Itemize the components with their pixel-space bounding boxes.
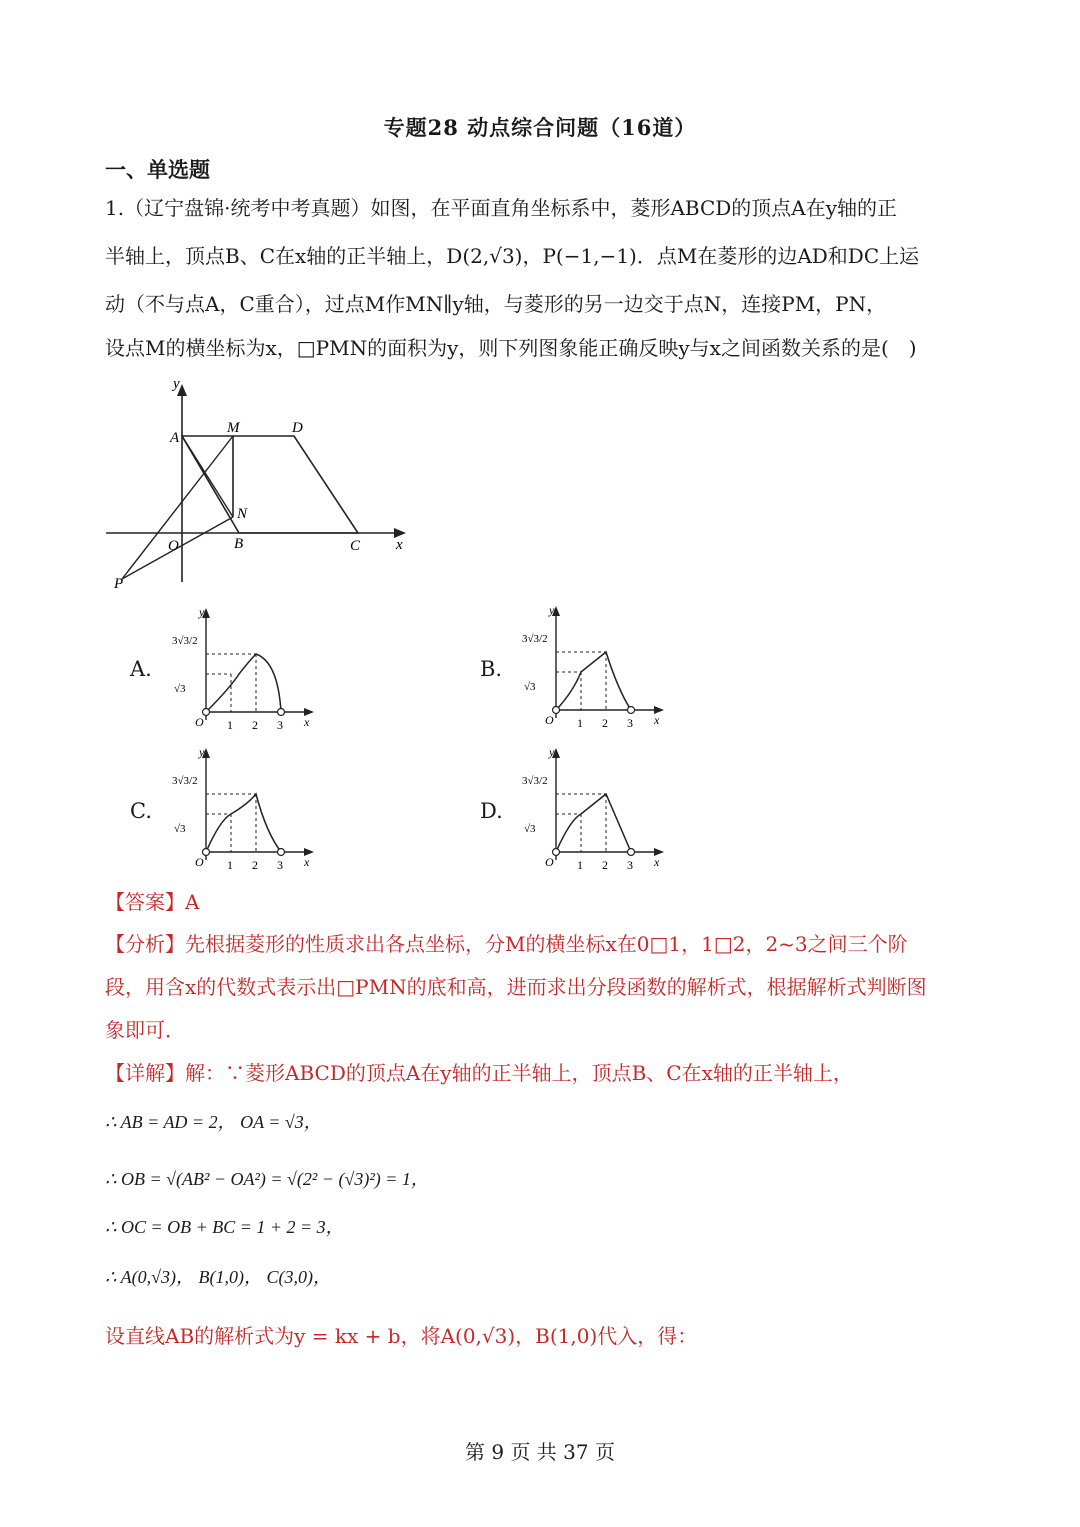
open-point-end (628, 707, 635, 714)
option-c-label: C. (130, 799, 152, 823)
detail-line: 【详解】解：∵菱形ABCD的顶点A在y轴的正半轴上，顶点B、C在x轴的正半轴上， (105, 1061, 853, 1085)
step-4: ∴ A(0,√3)， B(1,0)， C(3,0)， (105, 1267, 331, 1287)
graph-tick-x: 3 (627, 858, 633, 872)
graph-tick-top: 3√3/2 (522, 775, 548, 787)
option-a-graph (168, 602, 318, 737)
graph-tick-top: 3√3/2 (172, 635, 198, 647)
graph-tick-x: 3 (277, 858, 283, 872)
graph-label-x: x (304, 855, 310, 869)
graph-tick-top: 3√3/2 (522, 633, 548, 645)
rhombus-abcd (182, 436, 358, 533)
question-line-2: 半轴上，顶点B、C在x轴的正半轴上，D(2,√3)，P(−1,−1)．点M在菱形的边AD和DC上运 (105, 244, 920, 268)
graph-label-origin: O (195, 855, 204, 869)
segment-pm (122, 436, 233, 579)
graph-curve (206, 794, 281, 852)
analysis-line-1: 【分析】先根据菱形的性质求出各点坐标，分M的横坐标x在0□1，1□2，2~3之间三个阶 (105, 932, 908, 956)
open-point-end (628, 849, 635, 856)
question-line-4: 设点M的横坐标为x，□PMN的面积为y，则下列图象能正确反映y与x之间函数关系的是( ) (105, 336, 917, 360)
graph-label-y: y (199, 605, 205, 619)
graph-tick-x: 3 (277, 718, 283, 732)
graph-label-x: x (654, 713, 660, 727)
step-2: ∴ OB = √(AB² − OA²) = √(2² − (√3)²) = 1， (105, 1169, 429, 1189)
page-title: 专题28 动点综合问题（16道） (383, 115, 697, 140)
label-p: P (114, 576, 124, 592)
graph-tick-x: 3 (627, 716, 633, 730)
step-3: ∴ OC = OB + BC = 1 + 2 = 3， (105, 1217, 344, 1237)
analysis-line-3: 象即可． (105, 1018, 185, 1042)
option-d-label: D. (480, 799, 503, 823)
graph-curve (556, 794, 631, 852)
option-b-graph (518, 600, 668, 735)
rhombus-figure (100, 372, 420, 597)
graph-label-y: y (549, 745, 555, 759)
graph-tick-x: 1 (577, 716, 583, 730)
line-ab-setup: 设直线AB的解析式为y = kx + b，将A(0,√3)，B(1,0)代入，得： (105, 1324, 698, 1348)
graph-tick-x: 1 (227, 718, 233, 732)
graph-tick-x: 2 (252, 858, 258, 872)
graph-label-origin: O (195, 715, 204, 729)
analysis-line-2: 段，用含x的代数式表示出□PMN的底和高，进而求出分段函数的解析式，根据解析式判断图 (105, 975, 927, 999)
segment-an (182, 436, 233, 517)
label-o: O (168, 538, 179, 554)
graph-tick-x: 2 (252, 718, 258, 732)
question-line-3: 动（不与点A，C重合），过点M作MN∥y轴，与菱形的另一边交于点N，连接PM，PN， (105, 292, 887, 316)
graph-tick-x: 2 (602, 716, 608, 730)
graph-label-x: x (304, 715, 310, 729)
option-d-graph (518, 742, 668, 877)
graph-tick-mid: √3 (174, 823, 186, 835)
question-line-1: 1.（辽宁盘锦·统考中考真题）如图，在平面直角坐标系中，菱形ABCD的顶点A在y轴的正 (105, 196, 898, 220)
option-b-label: B. (480, 657, 503, 681)
graph-curve (206, 654, 281, 712)
label-d: D (292, 420, 303, 436)
graph-tick-mid: √3 (524, 681, 536, 693)
option-a-label: A. (130, 657, 152, 681)
graph-label-origin: O (545, 713, 554, 727)
graph-tick-x: 1 (227, 858, 233, 872)
label-b: B (234, 536, 244, 552)
page-footer: 第 9 页 共 37 页 (465, 1440, 615, 1464)
open-point-end (278, 709, 285, 716)
label-m: M (227, 420, 240, 436)
step-1: ∴ AB = AD = 2， OA = √3， (105, 1112, 322, 1132)
graph-label-origin: O (545, 855, 554, 869)
graph-tick-x: 2 (602, 858, 608, 872)
answer-label: 【答案】A (105, 890, 200, 914)
question-text (105, 184, 985, 372)
label-x: x (396, 537, 403, 553)
label-a: A (170, 430, 180, 446)
option-c-graph (168, 742, 318, 877)
label-y: y (173, 376, 180, 392)
label-n: N (237, 506, 248, 522)
graph-tick-mid: √3 (524, 823, 536, 835)
label-c: C (350, 538, 361, 554)
graph-tick-top: 3√3/2 (172, 775, 198, 787)
graph-label-x: x (654, 855, 660, 869)
section-heading: 一、单选题 (105, 157, 210, 182)
graph-tick-mid: √3 (174, 683, 186, 695)
open-point-end (278, 849, 285, 856)
graph-label-y: y (199, 745, 205, 759)
graph-label-y: y (549, 603, 555, 617)
graph-curve (556, 652, 631, 710)
graph-tick-x: 1 (577, 858, 583, 872)
